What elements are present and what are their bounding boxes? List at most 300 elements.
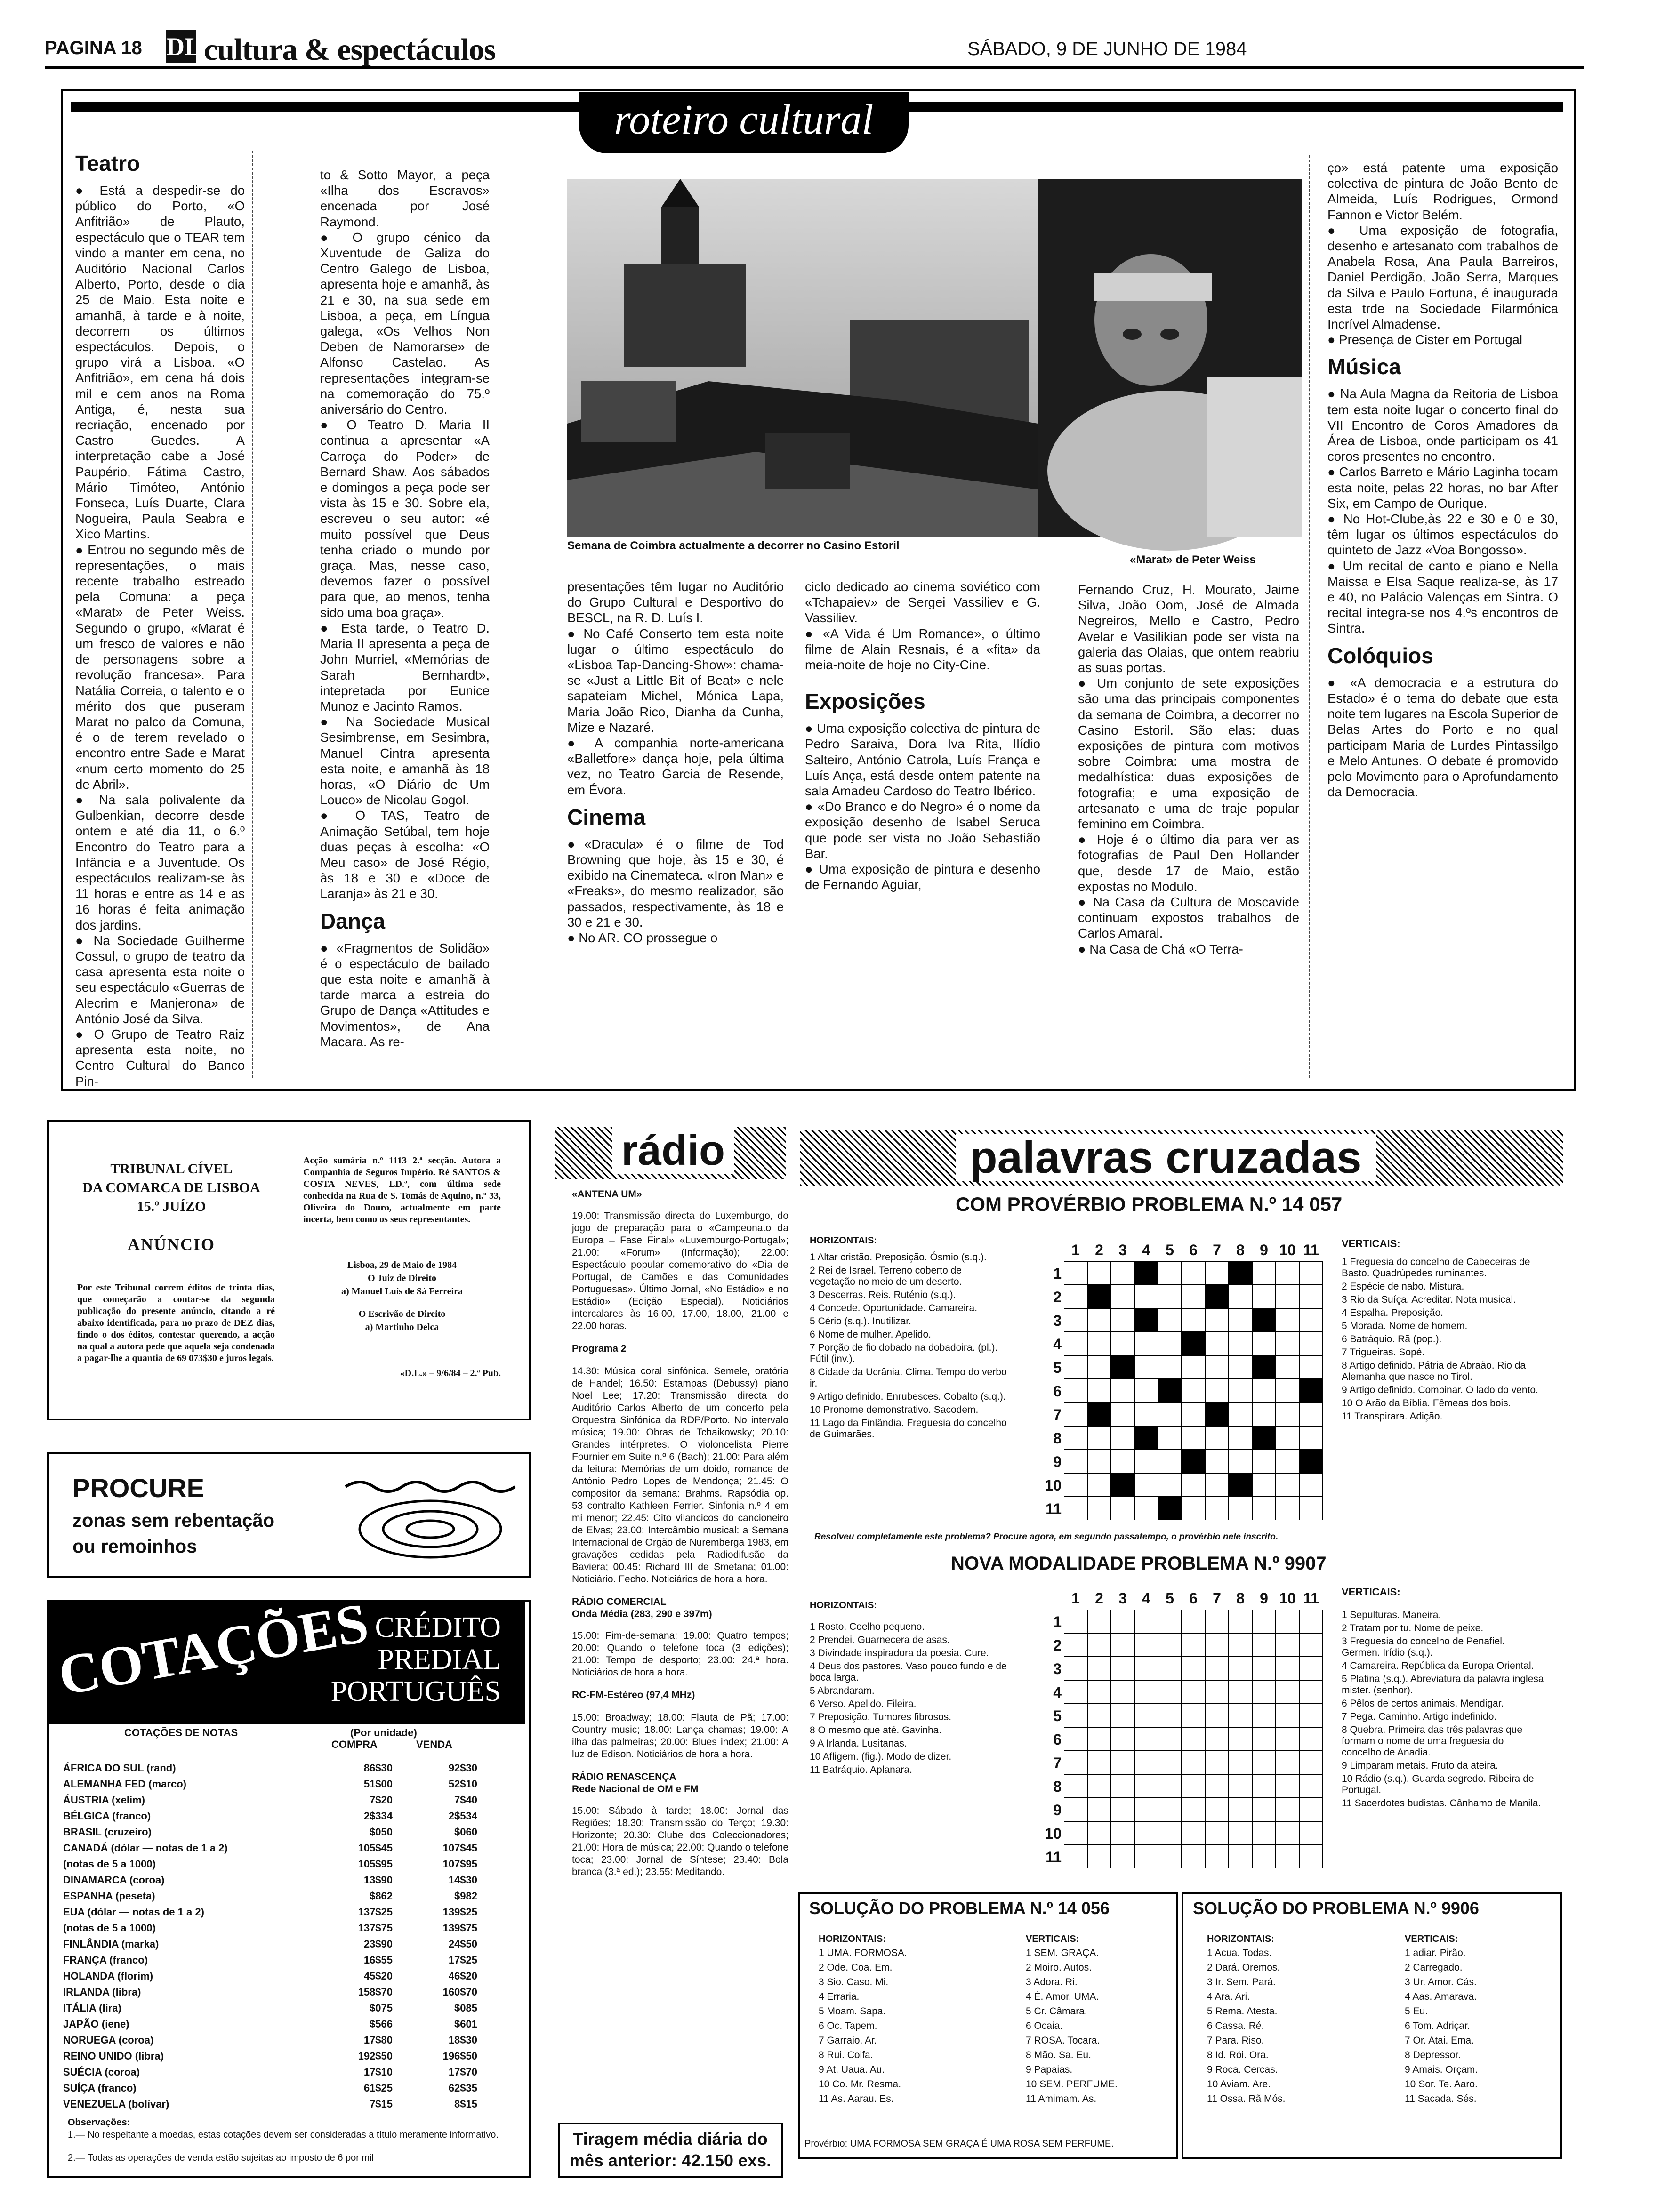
grid-cell[interactable] — [1134, 1308, 1158, 1332]
grid-cell[interactable] — [1064, 1403, 1087, 1426]
grid-cell[interactable] — [1182, 1403, 1205, 1426]
grid-cell[interactable] — [1299, 1610, 1323, 1633]
grid-cell[interactable] — [1134, 1285, 1158, 1308]
grid-cell[interactable] — [1229, 1426, 1252, 1450]
grid-cell[interactable] — [1111, 1308, 1134, 1332]
grid-cell[interactable] — [1087, 1845, 1111, 1868]
grid-cell[interactable] — [1299, 1426, 1323, 1450]
grid-cell[interactable] — [1252, 1751, 1276, 1774]
grid-cell[interactable] — [1229, 1450, 1252, 1473]
grid-cell[interactable] — [1134, 1727, 1158, 1751]
grid-cell[interactable] — [1064, 1426, 1087, 1450]
sell-rate: 8$15 — [454, 2098, 477, 2110]
grid-cell[interactable] — [1299, 1403, 1323, 1426]
grid-cell[interactable] — [1299, 1450, 1323, 1473]
grid-cell[interactable] — [1299, 1845, 1323, 1868]
row-number: 1 — [1053, 1613, 1062, 1630]
grid-cell[interactable] — [1064, 1798, 1087, 1821]
grid-cell[interactable] — [1111, 1497, 1134, 1520]
grid-cell[interactable] — [1299, 1261, 1323, 1285]
grid-cell[interactable] — [1252, 1774, 1276, 1798]
grid-cell[interactable] — [1087, 1426, 1111, 1450]
grid-cell[interactable] — [1134, 1680, 1158, 1704]
grid-cell[interactable] — [1229, 1332, 1252, 1355]
grid-cell[interactable] — [1087, 1497, 1111, 1520]
grid-cell[interactable] — [1229, 1704, 1252, 1727]
column-number: 10 — [1279, 1590, 1296, 1607]
grid-cell[interactable] — [1134, 1473, 1158, 1497]
clue-item: 7 Para. Riso. — [1207, 2035, 1264, 2046]
grid-cell[interactable] — [1087, 1308, 1111, 1332]
grid-cell[interactable] — [1276, 1821, 1299, 1845]
clue-item: 8 Depressor. — [1405, 2050, 1461, 2060]
grid-cell[interactable] — [1252, 1633, 1276, 1657]
grid-cell[interactable] — [1111, 1610, 1134, 1633]
grid-cell[interactable] — [1087, 1610, 1111, 1633]
grid-cell[interactable] — [1182, 1680, 1205, 1704]
grid-cell[interactable] — [1229, 1657, 1252, 1680]
grid-cell[interactable] — [1182, 1308, 1205, 1332]
obs-1: 1.— No respeitante a moedas, estas cotações devem ser consideradas a título meramente informativo. — [68, 2130, 499, 2140]
grid-cell[interactable] — [1229, 1610, 1252, 1633]
grid-cell[interactable] — [1064, 1332, 1087, 1355]
grid-cell[interactable] — [1111, 1473, 1134, 1497]
clue-item: 5 Cério (s.q.). Inutilizar. — [810, 1316, 911, 1327]
grid-cell[interactable] — [1205, 1610, 1229, 1633]
crossword-grid-1[interactable] — [1036, 1242, 1327, 1530]
grid-cell[interactable] — [1158, 1751, 1182, 1774]
clue-item: 8 O mesmo que até. Gavinha. — [810, 1725, 942, 1736]
grid-cell[interactable] — [1205, 1355, 1229, 1379]
grid-cell[interactable] — [1182, 1379, 1205, 1403]
grid-cell[interactable] — [1158, 1473, 1182, 1497]
grid-cell[interactable] — [1087, 1798, 1111, 1821]
clue-item: 1 SEM. GRAÇA. — [1026, 1948, 1099, 1958]
grid-cell[interactable] — [1158, 1261, 1182, 1285]
grid-cell[interactable] — [1182, 1450, 1205, 1473]
grid-cell[interactable] — [1252, 1450, 1276, 1473]
currency-name: ESPANHA (peseta) — [63, 1890, 155, 1902]
grid-cell[interactable] — [1205, 1450, 1229, 1473]
buy-rate: $075 — [370, 2002, 393, 2014]
grid-cell[interactable] — [1276, 1798, 1299, 1821]
grid-cell[interactable] — [1229, 1379, 1252, 1403]
sell-rate: 2$534 — [448, 1810, 477, 1822]
grid-cell[interactable] — [1134, 1450, 1158, 1473]
grid-cell[interactable] — [1276, 1308, 1299, 1332]
grid-cell[interactable] — [1205, 1308, 1229, 1332]
problem1-verticals — [1342, 1257, 1544, 1424]
grid-cell[interactable] — [1229, 1261, 1252, 1285]
grid-cell[interactable] — [1111, 1821, 1134, 1845]
grid-cell[interactable] — [1276, 1403, 1299, 1426]
grid-cell[interactable] — [1158, 1798, 1182, 1821]
grid-cell[interactable] — [1205, 1426, 1229, 1450]
grid-cell[interactable] — [1182, 1727, 1205, 1751]
grid-cell[interactable] — [1158, 1450, 1182, 1473]
grid-cell[interactable] — [1158, 1285, 1182, 1308]
grid-cell[interactable] — [1158, 1727, 1182, 1751]
grid-cell[interactable] — [1087, 1473, 1111, 1497]
grid-cell[interactable] — [1205, 1680, 1229, 1704]
grid-cell[interactable] — [1134, 1403, 1158, 1426]
grid-cell[interactable] — [1299, 1308, 1323, 1332]
cotacoes-banner — [49, 1591, 525, 1724]
clue-item: 5 Abrandaram. — [810, 1685, 875, 1696]
grid-cell[interactable] — [1205, 1497, 1229, 1520]
grid-cell[interactable] — [1182, 1821, 1205, 1845]
grid-cell[interactable] — [1229, 1633, 1252, 1657]
grid-cell[interactable] — [1252, 1426, 1276, 1450]
clue-item: 8 Quebra. Primeira das três palavras que formam o nome de uma freguesia do concelho de Anadia. — [1342, 1724, 1523, 1758]
grid-cell[interactable] — [1182, 1426, 1205, 1450]
grid-cell[interactable] — [1064, 1680, 1087, 1704]
grid-cell[interactable] — [1087, 1751, 1111, 1774]
grid-cell[interactable] — [1276, 1332, 1299, 1355]
grid-cell[interactable] — [1276, 1473, 1299, 1497]
grid-cell[interactable] — [1064, 1450, 1087, 1473]
grid-cell[interactable] — [1158, 1355, 1182, 1379]
grid-cell[interactable] — [1252, 1798, 1276, 1821]
grid-cell[interactable] — [1205, 1798, 1229, 1821]
grid-cell[interactable] — [1276, 1261, 1299, 1285]
grid-cell[interactable] — [1299, 1633, 1323, 1657]
column-number: 3 — [1118, 1242, 1127, 1258]
grid-cell[interactable] — [1276, 1355, 1299, 1379]
radio-title: rádio — [612, 1127, 734, 1174]
grid-cell[interactable] — [1111, 1704, 1134, 1727]
grid-cell[interactable] — [1111, 1751, 1134, 1774]
crossword-grid-2[interactable] — [1036, 1591, 1327, 1878]
grid-cell[interactable] — [1205, 1285, 1229, 1308]
grid-cell[interactable] — [1111, 1657, 1134, 1680]
row-number: 7 — [1053, 1755, 1062, 1771]
grid-cell[interactable] — [1276, 1633, 1299, 1657]
grid-cell[interactable] — [1276, 1285, 1299, 1308]
grid-cell[interactable] — [1158, 1657, 1182, 1680]
grid-cell[interactable] — [1158, 1680, 1182, 1704]
grid-cell[interactable] — [1205, 1657, 1229, 1680]
sell-rate: 46$20 — [448, 1970, 477, 1982]
grid-cell[interactable] — [1299, 1680, 1323, 1704]
grid-cell[interactable] — [1182, 1332, 1205, 1355]
grid-cell[interactable] — [1182, 1610, 1205, 1633]
grid-cell[interactable] — [1299, 1704, 1323, 1727]
grid-cell[interactable] — [1111, 1450, 1134, 1473]
grid-cell[interactable] — [1276, 1426, 1299, 1450]
row-number: 2 — [1053, 1289, 1062, 1306]
grid-cell[interactable] — [1111, 1379, 1134, 1403]
grid-cell[interactable] — [1158, 1774, 1182, 1798]
grid-cell[interactable] — [1158, 1403, 1182, 1426]
grid-cell[interactable] — [1229, 1680, 1252, 1704]
exposicoes-text: ● Uma exposição colectiva de pintura de Pedro Saraiva, Dora Iva Rita, Ilídio Salteiro, António Catrola, Luís França e Luís Ança, está desde ontem patente na sala Amadeu Cardoso do Teatro Ibérico. ● «Do Branco e do Negro» é o nome da exposição desenho de Isabel Seruca que pode ser vista no João Sebastião Bar. ● Uma exposição de pintura e desenho de Fernando Aguiar, — [805, 721, 1040, 892]
grid-cell[interactable] — [1064, 1774, 1087, 1798]
grid-cell[interactable] — [1111, 1727, 1134, 1751]
grid-cell[interactable] — [1134, 1379, 1158, 1403]
grid-cell[interactable] — [1299, 1774, 1323, 1798]
grid-cell[interactable] — [1064, 1379, 1087, 1403]
page-header — [45, 28, 1584, 69]
grid-cell[interactable] — [1252, 1285, 1276, 1308]
grid-cell[interactable] — [1064, 1845, 1087, 1868]
roteiro-col-1 — [75, 151, 245, 1089]
grid-cell[interactable] — [1182, 1751, 1205, 1774]
grid-cell[interactable] — [1205, 1845, 1229, 1868]
danca-text: ● «Fragmentos de Solidão» é o espectáculo de bailado que esta noite e amanhã à tarde marca a estreia do Grupo de Dança «Attitudes e Movimentos», de Ana Macara. As re- — [320, 940, 490, 1049]
grid-cell[interactable] — [1087, 1657, 1111, 1680]
grid-cell[interactable] — [1134, 1610, 1158, 1633]
grid-cell[interactable] — [1299, 1727, 1323, 1751]
grid-cell[interactable] — [1182, 1845, 1205, 1868]
grid-cell[interactable] — [1182, 1704, 1205, 1727]
solution2-horizontals — [1207, 1947, 1395, 2107]
grid-cell[interactable] — [1252, 1845, 1276, 1868]
grid-cell[interactable] — [1276, 1450, 1299, 1473]
grid-cell[interactable] — [1087, 1332, 1111, 1355]
grid-cell[interactable] — [1087, 1680, 1111, 1704]
grid-cell[interactable] — [1299, 1379, 1323, 1403]
grid-cell[interactable] — [1087, 1450, 1111, 1473]
grid-cell[interactable] — [1252, 1261, 1276, 1285]
procure-line-2: ou remoinhos — [72, 1536, 197, 1557]
grid-cell[interactable] — [1299, 1355, 1323, 1379]
clue-item: 7 Preposição. Tumores fibrosos. — [810, 1712, 952, 1723]
grid-cell[interactable] — [1276, 1497, 1299, 1520]
grid-cell[interactable] — [1205, 1379, 1229, 1403]
grid-cell[interactable] — [1252, 1403, 1276, 1426]
clue-item: 5 Morada. Nome de homem. — [1342, 1321, 1468, 1331]
grid-cell[interactable] — [1111, 1332, 1134, 1355]
column-number: 8 — [1236, 1242, 1245, 1258]
grid-cell[interactable] — [1134, 1798, 1158, 1821]
sell-rate: 17$25 — [448, 1954, 477, 1966]
grid-cell[interactable] — [1229, 1403, 1252, 1426]
grid-cell[interactable] — [1229, 1497, 1252, 1520]
rate-row — [63, 2002, 515, 2017]
grid-cell[interactable] — [1182, 1285, 1205, 1308]
grid-cell[interactable] — [1134, 1845, 1158, 1868]
grid-cell[interactable] — [1252, 1379, 1276, 1403]
grid-cell[interactable] — [1134, 1426, 1158, 1450]
grid-cell[interactable] — [1158, 1332, 1182, 1355]
grid-cell[interactable] — [1064, 1308, 1087, 1332]
grid-cell[interactable] — [1182, 1355, 1205, 1379]
grid-cell[interactable] — [1064, 1610, 1087, 1633]
grid-cell[interactable] — [1229, 1821, 1252, 1845]
grid-cell[interactable] — [1134, 1821, 1158, 1845]
grid-cell[interactable] — [1205, 1704, 1229, 1727]
grid-cell[interactable] — [1276, 1774, 1299, 1798]
grid-cell[interactable] — [1205, 1261, 1229, 1285]
grid-cell[interactable] — [1229, 1285, 1252, 1308]
grid-cell[interactable] — [1182, 1798, 1205, 1821]
grid-cell[interactable] — [1087, 1403, 1111, 1426]
grid-cell[interactable] — [1158, 1821, 1182, 1845]
grid-cell[interactable] — [1229, 1751, 1252, 1774]
grid-cell[interactable] — [1276, 1657, 1299, 1680]
clue-item: 1 Rosto. Coelho pequeno. — [810, 1621, 925, 1632]
tribunal-title-2: DA COMARCA DE LISBOA — [82, 1180, 260, 1195]
buy-rate: 7$15 — [370, 2098, 393, 2110]
grid-cell[interactable] — [1111, 1403, 1134, 1426]
grid-cell[interactable] — [1182, 1774, 1205, 1798]
grid-cell[interactable] — [1276, 1379, 1299, 1403]
grid-cell[interactable] — [1205, 1774, 1229, 1798]
clue-item: 8 Mão. Sa. Eu. — [1026, 2050, 1091, 2060]
clue-item: 11 As. Aarau. Es. — [819, 2093, 894, 2104]
grid-cell[interactable] — [1064, 1704, 1087, 1727]
buy-rate: $862 — [370, 1890, 393, 1902]
buy-rate: $050 — [370, 1826, 393, 1838]
grid-cell[interactable] — [1252, 1680, 1276, 1704]
grid-cell[interactable] — [1158, 1845, 1182, 1868]
grid-cell[interactable] — [1205, 1751, 1229, 1774]
grid-cell[interactable] — [1111, 1426, 1134, 1450]
grid-cell[interactable] — [1087, 1774, 1111, 1798]
grid-cell[interactable] — [1111, 1680, 1134, 1704]
column-number: 10 — [1279, 1242, 1296, 1258]
grid-cell[interactable] — [1064, 1497, 1087, 1520]
grid-cell[interactable] — [1205, 1403, 1229, 1426]
grid-cell[interactable] — [1087, 1285, 1111, 1308]
grid-cell[interactable] — [1276, 1845, 1299, 1868]
grid-cell[interactable] — [1064, 1261, 1087, 1285]
teatro-heading: Teatro — [75, 151, 140, 176]
grid-cell[interactable] — [1111, 1355, 1134, 1379]
grid-cell[interactable] — [1229, 1798, 1252, 1821]
grid-cell[interactable] — [1134, 1497, 1158, 1520]
grid-cell[interactable] — [1158, 1426, 1182, 1450]
grid-cell[interactable] — [1182, 1633, 1205, 1657]
grid-cell[interactable] — [1158, 1633, 1182, 1657]
grid-cell[interactable] — [1299, 1798, 1323, 1821]
grid-cell[interactable] — [1064, 1657, 1087, 1680]
grid-cell[interactable] — [1205, 1633, 1229, 1657]
buy-rate: 45$20 — [363, 1970, 393, 1982]
clue-item: 6 Verso. Apelido. Fileira. — [810, 1699, 917, 1709]
grid-cell[interactable] — [1276, 1704, 1299, 1727]
grid-cell[interactable] — [1299, 1497, 1323, 1520]
grid-cell[interactable] — [1252, 1610, 1276, 1633]
grid-cell[interactable] — [1134, 1704, 1158, 1727]
grid-cell[interactable] — [1158, 1497, 1182, 1520]
clue-item: 1 Altar cristão. Preposição. Ósmio (s.q.). — [810, 1252, 987, 1263]
sell-rate: 107$45 — [442, 1842, 477, 1854]
grid-cell[interactable] — [1182, 1497, 1205, 1520]
grid-cell[interactable] — [1134, 1633, 1158, 1657]
grid-cell[interactable] — [1182, 1261, 1205, 1285]
grid-cell[interactable] — [1087, 1821, 1111, 1845]
grid-cell[interactable] — [1064, 1355, 1087, 1379]
grid-cell[interactable] — [1299, 1332, 1323, 1355]
grid-cell[interactable] — [1205, 1332, 1229, 1355]
grid-cell[interactable] — [1134, 1751, 1158, 1774]
rate-row — [63, 2082, 515, 2097]
grid-cell[interactable] — [1252, 1473, 1276, 1497]
grid-cell[interactable] — [1087, 1261, 1111, 1285]
grid-cell[interactable] — [1252, 1355, 1276, 1379]
currency-name: HOLANDA (florim) — [63, 1970, 153, 1982]
grid-cell[interactable] — [1158, 1704, 1182, 1727]
grid-cell[interactable] — [1064, 1285, 1087, 1308]
grid-cell[interactable] — [1252, 1821, 1276, 1845]
clue-item: 6 Batráquio. Rã (pop.). — [1342, 1334, 1442, 1345]
grid-cell[interactable] — [1205, 1821, 1229, 1845]
grid-cell[interactable] — [1087, 1727, 1111, 1751]
cotacoes-col-title: COTAÇÕES DE NOTAS — [124, 1727, 238, 1739]
grid-cell[interactable] — [1087, 1704, 1111, 1727]
grid-cell[interactable] — [1064, 1473, 1087, 1497]
grid-cell[interactable] — [1276, 1751, 1299, 1774]
grid-cell[interactable] — [1158, 1308, 1182, 1332]
grid-cell[interactable] — [1182, 1657, 1205, 1680]
clue-item: 2 Espécie de nabo. Mistura. — [1342, 1281, 1464, 1292]
clue-item: 4 Deus dos pastores. Vaso pouco fundo e de boca larga. — [810, 1661, 1007, 1683]
sell-rate: $982 — [454, 1890, 477, 1902]
grid-cell[interactable] — [1087, 1633, 1111, 1657]
grid-cell[interactable] — [1299, 1473, 1323, 1497]
grid-cell[interactable] — [1111, 1261, 1134, 1285]
grid-cell[interactable] — [1158, 1610, 1182, 1633]
grid-cell[interactable] — [1064, 1751, 1087, 1774]
grid-cell[interactable] — [1229, 1355, 1252, 1379]
grid-cell[interactable] — [1299, 1285, 1323, 1308]
grid-cell[interactable] — [1134, 1355, 1158, 1379]
grid-cell[interactable] — [1252, 1497, 1276, 1520]
grid-cell[interactable] — [1252, 1308, 1276, 1332]
grid-cell[interactable] — [1229, 1774, 1252, 1798]
grid-cell[interactable] — [1111, 1285, 1134, 1308]
grid-cell[interactable] — [1252, 1657, 1276, 1680]
grid-cell[interactable] — [1134, 1774, 1158, 1798]
grid-cell[interactable] — [1111, 1774, 1134, 1798]
grid-cell[interactable] — [1064, 1727, 1087, 1751]
grid-cell[interactable] — [1087, 1355, 1111, 1379]
grid-cell[interactable] — [1134, 1332, 1158, 1355]
grid-cell[interactable] — [1087, 1379, 1111, 1403]
grid-cell[interactable] — [1229, 1845, 1252, 1868]
grid-cell[interactable] — [1276, 1727, 1299, 1751]
procure-ad — [47, 1452, 531, 1578]
grid-cell[interactable] — [1229, 1308, 1252, 1332]
grid-cell[interactable] — [1252, 1332, 1276, 1355]
grid-cell[interactable] — [1276, 1610, 1299, 1633]
cotacoes-title: COTAÇÕES — [54, 1591, 373, 1707]
grid-cell[interactable] — [1134, 1657, 1158, 1680]
grid-cell[interactable] — [1064, 1821, 1087, 1845]
grid-cell[interactable] — [1134, 1261, 1158, 1285]
grid-cell[interactable] — [1252, 1704, 1276, 1727]
grid-cell[interactable] — [1205, 1727, 1229, 1751]
grid-cell[interactable] — [1299, 1751, 1323, 1774]
grid-cell[interactable] — [1111, 1633, 1134, 1657]
clue-item: 11 Sacada. Sés. — [1405, 2093, 1477, 2104]
grid-cell[interactable] — [1276, 1680, 1299, 1704]
grid-cell[interactable] — [1299, 1821, 1323, 1845]
grid-cell[interactable] — [1064, 1633, 1087, 1657]
grid-cell[interactable] — [1299, 1657, 1323, 1680]
grid-cell[interactable] — [1111, 1845, 1134, 1868]
grid-cell[interactable] — [1252, 1727, 1276, 1751]
rate-row — [63, 2066, 515, 2081]
grid-cell[interactable] — [1158, 1379, 1182, 1403]
grid-cell[interactable] — [1182, 1473, 1205, 1497]
grid-cell[interactable] — [1111, 1798, 1134, 1821]
grid-cell[interactable] — [1229, 1727, 1252, 1751]
grid-cell[interactable] — [1205, 1473, 1229, 1497]
grid-cell[interactable] — [1229, 1473, 1252, 1497]
